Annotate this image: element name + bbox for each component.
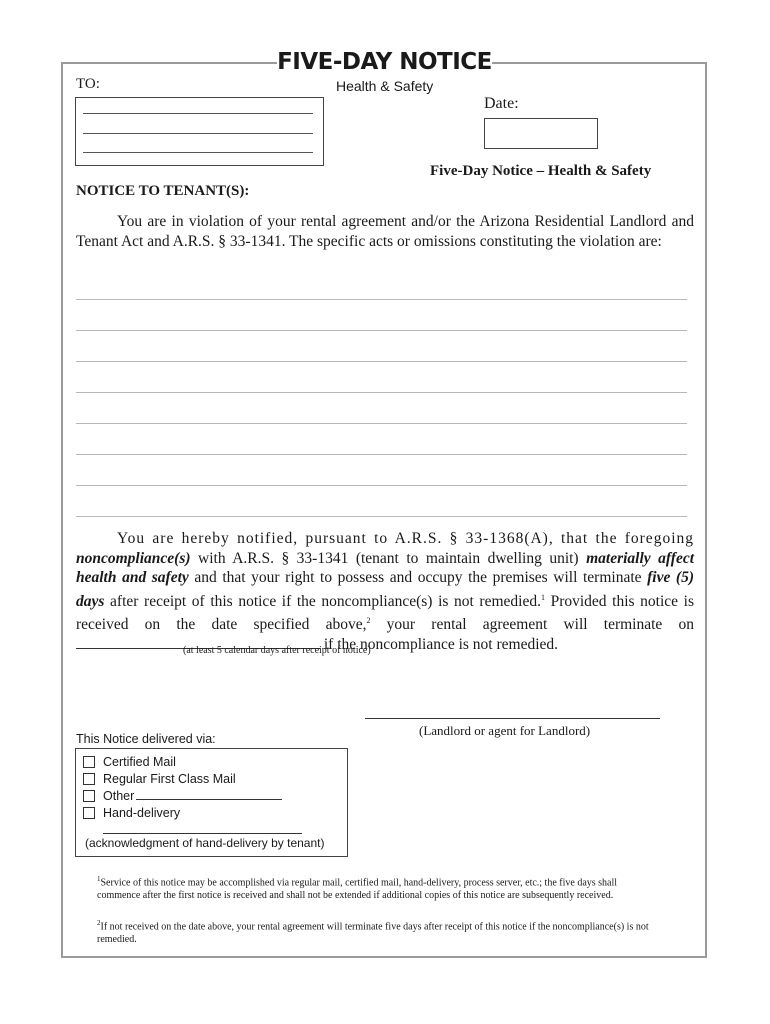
date-note: (at least 5 calendar days after receipt of notice) — [183, 645, 371, 656]
violation-line-4[interactable] — [76, 392, 687, 393]
violation-paragraph — [76, 212, 694, 252]
footnote-number: 2 — [97, 919, 101, 927]
notice-type-heading: Five-Day Notice – Health & Safety — [430, 163, 652, 179]
p2-text-7: after receipt of this notice if the noncompliance(s) is not remedied. — [104, 592, 541, 610]
address-line-1[interactable] — [83, 113, 313, 114]
p2-emph-health-safety: materially affect health and safety — [76, 549, 695, 586]
tenant-acknowledgment-line[interactable] — [103, 833, 302, 834]
signature-label: (Landlord or agent for Landlord) — [419, 723, 591, 738]
p2-emph-five-days: five (5) days — [76, 569, 694, 610]
checkbox[interactable] — [83, 773, 95, 785]
form-subtitle: Health & Safety — [336, 78, 434, 94]
p2-text-1: You are hereby notified, pursuant to A.R.S. § 33-1368(A), that the foregoing — [117, 530, 694, 547]
footnote-text: Service of this notice may be accomplished via regular mail, certified mail, hand-delivery, process server, etc.; the five days shall commence after the first notice is received and shall not be extended if additional copies of this notice are subsequently received. — [97, 877, 618, 902]
violation-line-5[interactable] — [76, 423, 687, 424]
delivery-option-label — [103, 788, 282, 804]
footnote-1 — [97, 873, 657, 902]
violation-line-7[interactable] — [76, 485, 687, 486]
delivery-option-label: Regular First Class Mail — [103, 772, 236, 786]
termination-paragraph — [76, 529, 694, 654]
violation-line-2[interactable] — [76, 330, 687, 331]
checkbox[interactable] — [83, 756, 95, 768]
address-line-2[interactable] — [83, 133, 313, 134]
title-backdrop — [277, 46, 492, 78]
recipient-address-box[interactable] — [75, 97, 324, 166]
checkbox[interactable] — [83, 807, 95, 819]
form-title: FIVE-DAY NOTICE — [277, 49, 492, 75]
notice-to-tenants-heading: NOTICE TO TENANT(S): — [76, 183, 250, 199]
footnote-number: 1 — [97, 875, 101, 883]
footnote-ref-1: 1 — [540, 592, 545, 602]
delivery-option-label: Hand-delivery — [103, 806, 181, 820]
footnote-ref-2: 2 — [366, 616, 371, 626]
termination-text — [76, 529, 694, 654]
p2-text-10: if the noncompliance is not remedied. — [320, 635, 559, 653]
violation-line-6[interactable] — [76, 454, 687, 455]
address-line-3[interactable] — [83, 152, 313, 153]
delivery-method-label: This Notice delivered via: — [76, 732, 216, 746]
violation-line-8[interactable] — [76, 516, 687, 517]
date-label: Date: — [484, 95, 519, 112]
delivery-method-box — [75, 748, 348, 857]
violation-line-1[interactable] — [76, 299, 687, 300]
violation-text: You are in violation of your rental agreement and/or the Arizona Residential Landlord and Tenant Act and A.R.S. § 33-1341. The specific acts or omissions constituting the violation are: — [76, 213, 694, 250]
to-label: TO: — [76, 76, 100, 92]
footnote-2 — [97, 917, 657, 946]
p2-text-5: and that your right to possess and occupy the premises will terminate — [188, 569, 648, 586]
violation-line-3[interactable] — [76, 361, 687, 362]
landlord-signature-line[interactable] — [365, 718, 660, 719]
p2-emph-noncompliance: noncompliance(s) — [76, 549, 191, 567]
p2-text-8: Provided this notice is received on the date specified above, — [76, 592, 694, 634]
acknowledgment-label: (acknowledgment of hand-delivery by tenant) — [85, 836, 325, 850]
date-field[interactable] — [484, 118, 598, 149]
other-label: Other — [103, 789, 135, 803]
other-specify-field[interactable] — [136, 788, 282, 800]
p2-text-9: your rental agreement will terminate on — [370, 616, 694, 634]
delivery-option-label: Certified Mail — [103, 755, 176, 769]
footnote-text: If not received on the date above, your rental agreement will terminate five days after receipt of this notice if the noncompliance(s) is not remedied. — [97, 921, 649, 946]
p2-text-3: with A.R.S. § 33-1341 (tenant to maintain dwelling unit) — [190, 549, 587, 567]
checkbox[interactable] — [83, 790, 95, 802]
